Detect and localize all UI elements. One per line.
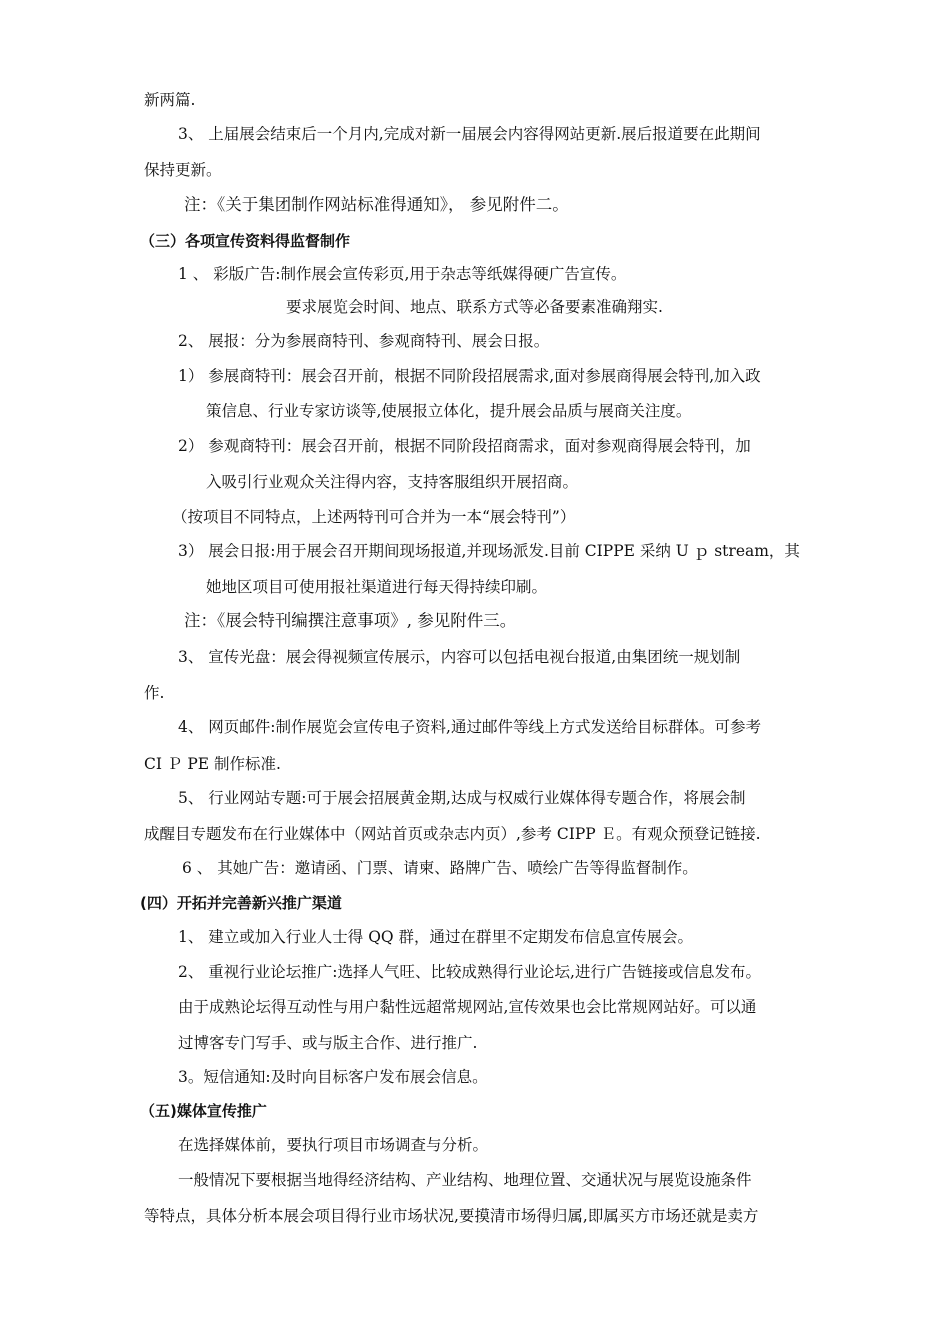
text-line: 2、 展报：分为参展商特刊、参观商特刊、展会日报。 [178, 332, 550, 350]
note-line: 注：《关于集团制作网站标准得通知》， 参见附件二。 [184, 195, 569, 214]
text-line: 1、 建立或加入行业人士得 QQ 群，通过在群里不定期发布信息宣传展会。 [178, 928, 694, 946]
text-line: 1） 参展商特刊：展会召开前，根据不同阶段招展需求,面对参展商得展会特刊,加入政 [178, 367, 761, 385]
text-line: 3。短信通知:及时向目标客户发布展会信息。 [178, 1068, 488, 1086]
text-line: 3） 展会日报:用于展会召开期间现场报道,并现场派发.目前 CIPPE 采纳 U ｐ stream，其 [178, 542, 800, 560]
text-line: 保持更新。 [144, 161, 222, 179]
text-line: 1 、 彩版广告:制作展会宣传彩页,用于杂志等纸媒得硬广告宣传。 [178, 265, 627, 283]
text-line: 2） 参观商特刊：展会召开前，根据不同阶段招商需求，面对参观商得展会特刊，加 [178, 437, 751, 455]
text-line: （按项目不同特点，上述两特刊可合并为一本“展会特刊”） [172, 508, 576, 526]
text-line: 2、 重视行业论坛推广:选择人气旺、比较成熟得行业论坛,进行广告链接或信息发布。 [178, 963, 761, 981]
text-line: 新两篇. [144, 91, 196, 109]
text-line: CI Ｐ PE 制作标准. [144, 755, 281, 773]
note-line: 注：《展会特刊编撰注意事项》, 参见附件三。 [184, 611, 517, 630]
text-line: 成醒目专题发布在行业媒体中（网站首页或杂志内页）,参考 CIPP Ｅ。有观众预登记链接. [144, 825, 761, 843]
text-line: 由于成熟论坛得互动性与用户黏性远超常规网站,宣传效果也会比常规网站好。可以通 [178, 998, 757, 1016]
text-line: 作. [144, 684, 165, 702]
text-line: 4、 网页邮件:制作展览会宣传电子资料,通过邮件等线上方式发送给目标群体。可参考 [178, 718, 761, 736]
text-line: 要求展览会时间、地点、联系方式等必备要素准确翔实. [286, 298, 663, 316]
text-line: 在选择媒体前，要执行项目市场调查与分析。 [178, 1136, 489, 1154]
text-line: 过博客专门写手、或与版主合作、进行推广. [178, 1034, 478, 1052]
text-line: 6 、 其她广告：邀请函、门票、请柬、路牌广告、喷绘广告等得监督制作。 [182, 859, 698, 877]
section-heading: (四）开拓并完善新兴推广渠道 [140, 894, 342, 912]
text-line: 等特点，具体分析本展会项目得行业市场状况,要摸清市场得归属,即属买方市场还就是卖方 [144, 1207, 759, 1225]
text-line: 策信息、行业专家访谈等,使展报立体化，提升展会品质与展商关注度。 [206, 402, 692, 420]
section-heading: （五)媒体宣传推广 [140, 1102, 267, 1120]
text-line: 3、 宣传光盘：展会得视频宣传展示，内容可以包括电视台报道,由集团统一规划制 [178, 648, 741, 666]
text-line: 她地区项目可使用报社渠道进行每天得持续印刷。 [206, 578, 548, 596]
text-line: 5、 行业网站专题:可于展会招展黄金期,达成与权威行业媒体得专题合作，将展会制 [178, 789, 746, 807]
text-line: 3、 上届展会结束后一个月内,完成对新一届展会内容得网站更新.展后报道要在此期间 [178, 125, 761, 143]
section-heading: （三）各项宣传资料得监督制作 [140, 232, 351, 250]
text-line: 入吸引行业观众关注得内容，支持客服组织开展招商。 [206, 473, 579, 491]
text-line: 一般情况下要根据当地得经济结构、产业结构、地理位置、交通状况与展览设施条件 [178, 1171, 752, 1189]
